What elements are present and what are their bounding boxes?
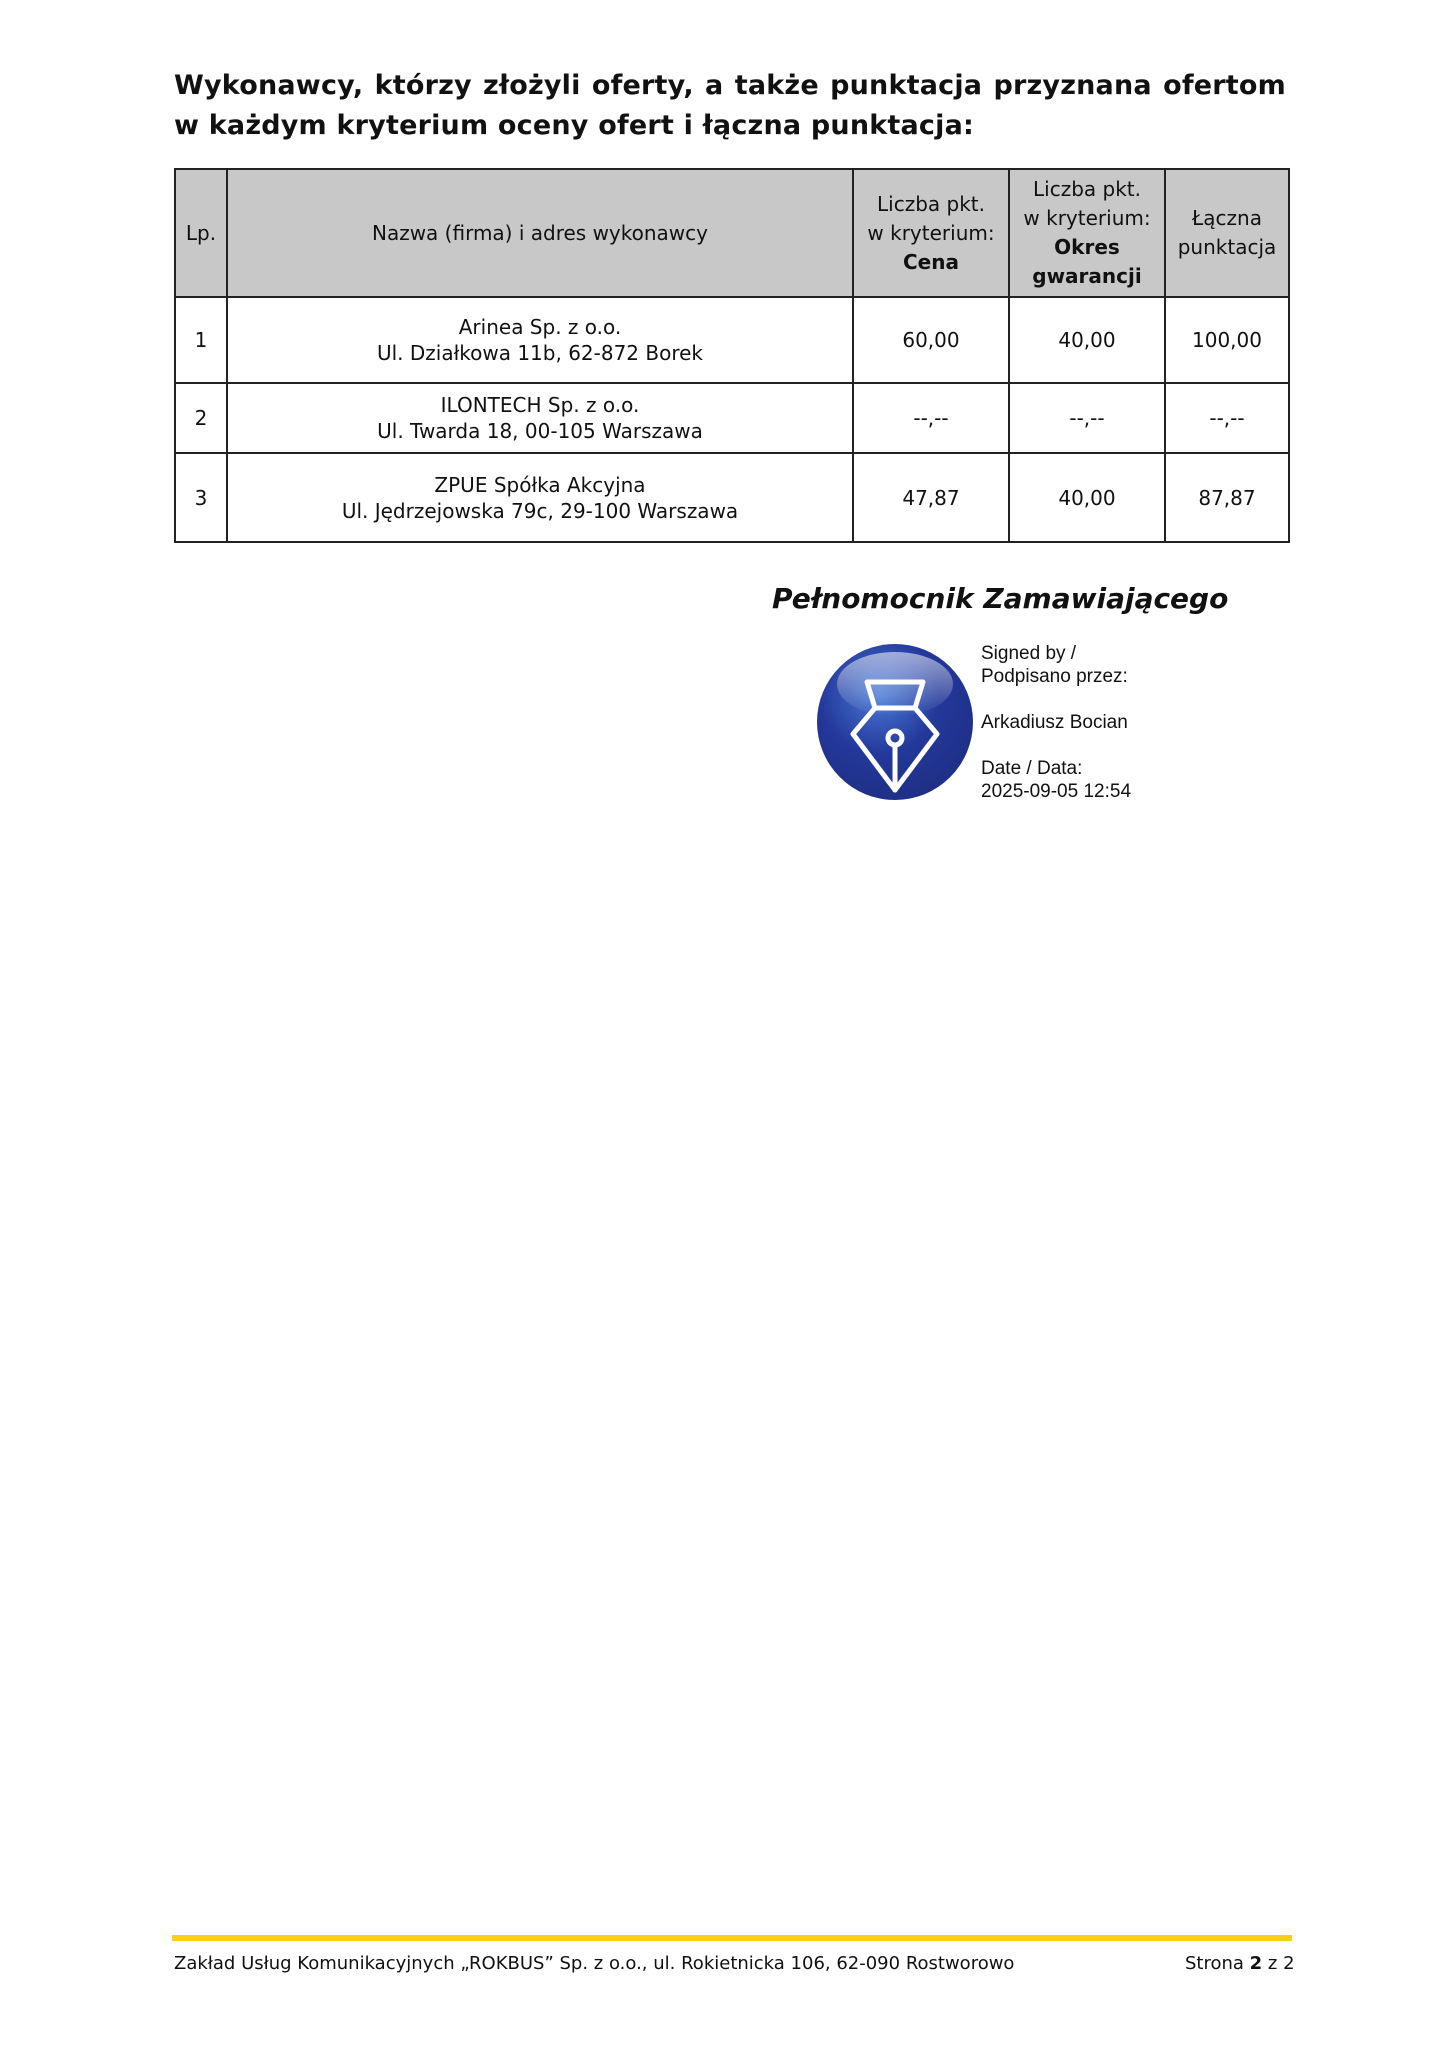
row-address: Ul. Twarda 18, 00-105 Warszawa: [377, 419, 703, 443]
signer-name: Arkadiusz Bocian: [981, 712, 1128, 733]
row-lp: 3: [175, 453, 227, 542]
row-warranty: --,--: [1009, 383, 1165, 453]
row-price: 47,87: [853, 453, 1009, 542]
row-lp: 1: [175, 297, 227, 383]
header-price-line2: w kryterium:: [867, 220, 995, 245]
page-total: 2: [1283, 1953, 1295, 1974]
row-warranty: 40,00: [1009, 453, 1165, 542]
offers-table: [174, 168, 1290, 543]
signature-title: Pełnomocnik Zamawiającego: [772, 582, 1229, 615]
table-header-row: [175, 169, 1289, 297]
table-row: [175, 297, 1289, 383]
row-name: ILONTECH Sp. z o.o.: [440, 393, 640, 417]
header-total-line2: punktacja: [1177, 235, 1277, 259]
date-label: Date / Data:: [981, 758, 1083, 779]
page-separator: z: [1262, 1953, 1284, 1974]
header-name: Nazwa (firma) i adres wykonawcy: [227, 169, 853, 297]
page-current: 2: [1249, 1953, 1263, 1974]
header-price-line1: Liczba pkt.: [877, 191, 985, 216]
header-lp: Lp.: [175, 169, 227, 297]
header-warranty-line2: w kryterium:: [1023, 206, 1151, 230]
signed-by-label-pl: Podpisano przez:: [981, 666, 1128, 687]
header-price-line3: Cena: [903, 249, 959, 274]
row-name: ZPUE Spółka Akcyjna: [434, 472, 646, 497]
row-contractor: [227, 297, 853, 383]
footer-divider: [172, 1935, 1292, 1941]
row-total: 100,00: [1165, 297, 1289, 383]
header-warranty-line1: Liczba pkt.: [1033, 177, 1141, 201]
page-prefix: Strona: [1185, 1953, 1250, 1974]
header-total-line1: Łączna: [1192, 206, 1262, 230]
row-contractor: [227, 383, 853, 453]
row-warranty: 40,00: [1009, 297, 1165, 383]
row-contractor: [227, 453, 853, 542]
header-warranty: [1009, 169, 1165, 297]
header-price: [853, 169, 1009, 297]
footer-company: Zakład Usług Komunikacyjnych „ROKBUS” Sp. z o.o., ul. Rokietnicka 106, 62-090 Rostworowo: [174, 1953, 1015, 1974]
row-lp: 2: [175, 383, 227, 453]
row-price: 60,00: [853, 297, 1009, 383]
row-total: 87,87: [1165, 453, 1289, 542]
table-row: [175, 453, 1289, 542]
row-address: Ul. Działkowa 11b, 62-872 Borek: [376, 341, 704, 365]
signature-date: 2025-09-05 12:54: [981, 781, 1132, 802]
row-total: --,--: [1165, 383, 1289, 453]
signature-block: [981, 642, 1131, 803]
row-price: --,--: [853, 383, 1009, 453]
header-warranty-line3: Okres: [1054, 235, 1120, 259]
table-row: [175, 383, 1289, 453]
row-address: Ul. Jędrzejowska 79c, 29-100 Warszawa: [341, 498, 739, 523]
fountain-pen-seal-icon: [815, 642, 975, 807]
signed-by-label: Signed by /: [981, 643, 1077, 664]
row-name: Arinea Sp. z o.o.: [458, 315, 622, 339]
page-number: [1185, 1953, 1295, 1974]
page-heading: Wykonawcy, którzy złożyli oferty, a także punktacja przyznana ofertom w każdym kryterium oceny ofert i łączna punktacja:: [174, 70, 1286, 141]
header-total: [1165, 169, 1289, 297]
header-warranty-line4: gwarancji: [1032, 264, 1142, 288]
